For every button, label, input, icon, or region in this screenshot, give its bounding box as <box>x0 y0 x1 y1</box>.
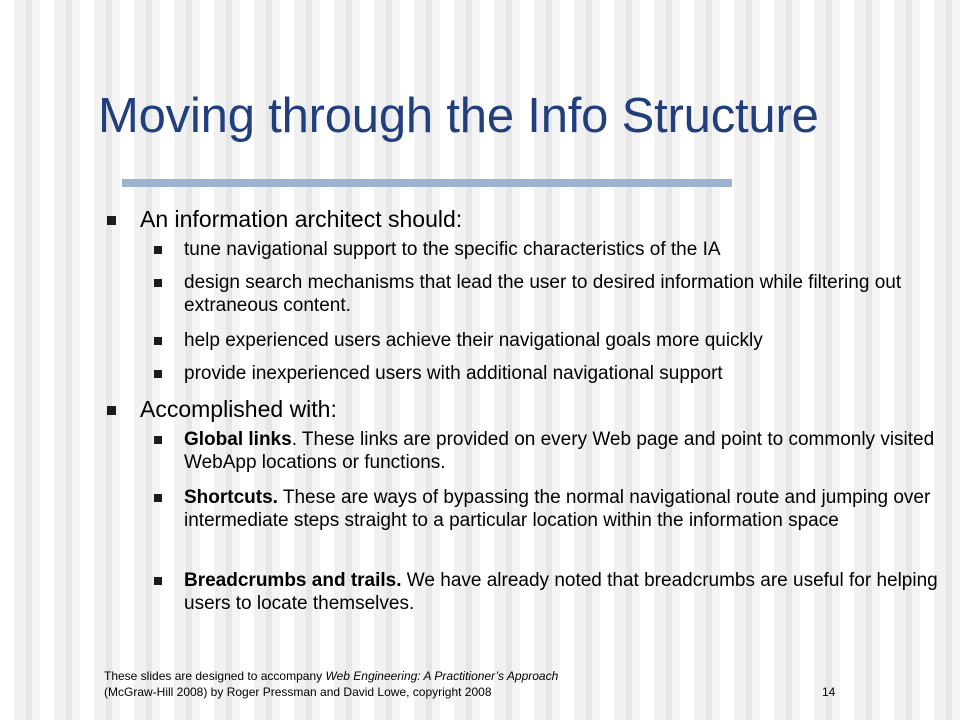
sub-bullet-tune-navigation <box>184 238 944 261</box>
footer-credit <box>104 668 558 700</box>
bullet-accomplished-with <box>140 395 337 423</box>
sub-bullet-text: We have already noted that breadcrumbs are useful for helping users to locate themselves. <box>184 570 938 614</box>
sub-bullet-term: Global links <box>184 429 292 450</box>
footer-prefix: These slides are designed to accompany <box>104 669 326 683</box>
sub-bullet-text: design search mechanisms that lead the user to desired information while filtering out extraneous content. <box>184 272 902 316</box>
bullet-architect-should <box>140 205 462 233</box>
bullet-text: An information architect should: <box>140 206 463 232</box>
footer-line-2: (McGraw-Hill 2008) by Roger Pressman and David Lowe, copyright 2008 <box>104 685 492 699</box>
sub-bullet-global-links <box>184 428 944 474</box>
sub-bullet-text: . These links are provided on every Web page and point to commonly visited WebApp locations or functions. <box>184 429 935 473</box>
sub-bullet-breadcrumbs <box>184 569 944 615</box>
bullet-text: Accomplished with: <box>140 396 337 422</box>
footer-book-title: Web Engineering: A Practitioner’s Approach <box>325 669 559 683</box>
footer-line-1 <box>104 668 558 684</box>
sub-bullet-search-mechanisms <box>184 271 944 317</box>
page-number: 14 <box>822 685 836 699</box>
sub-bullet-text: provide inexperienced users with additional navigational support <box>184 363 723 384</box>
sub-bullet-text: These are ways of bypassing the normal navigational route and jumping over intermediate steps straight to a particular location within the information space <box>184 487 931 531</box>
sub-bullet-term: Breadcrumbs and trails. <box>184 570 402 591</box>
sub-bullet-text: help experienced users achieve their navigational goals more quickly <box>184 330 763 351</box>
sub-bullet-term: Shortcuts. <box>184 487 278 508</box>
sub-bullet-experienced-users <box>184 329 944 352</box>
sub-bullet-text: tune navigational support to the specific characteristics of the IA <box>184 239 721 260</box>
slide-title: Moving through the Info Structure <box>98 89 819 143</box>
sub-bullet-shortcuts <box>184 486 944 532</box>
sub-bullet-inexperienced-users <box>184 362 944 385</box>
